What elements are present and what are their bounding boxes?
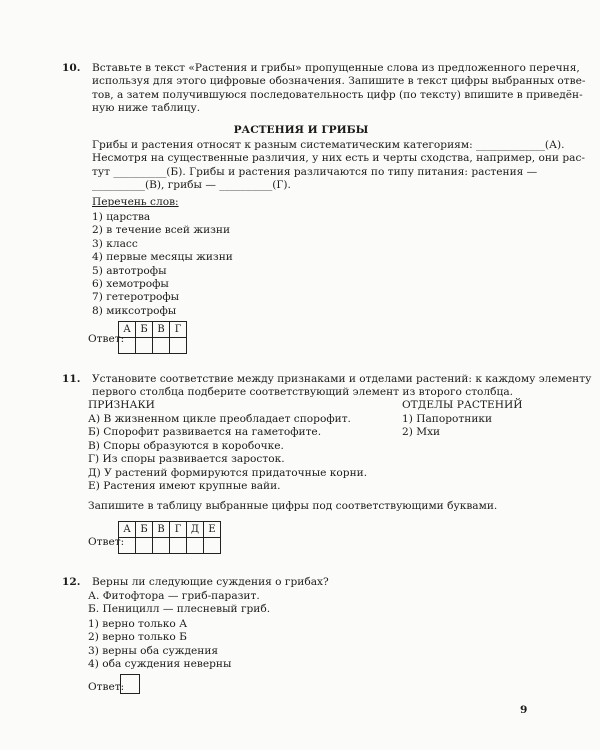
table-header-cell: В (153, 522, 170, 538)
q11-intro (92, 373, 591, 400)
table-header-cell: Е (204, 522, 221, 538)
q10-text-body (92, 139, 585, 193)
list-item: Е) Растения имеют крупные вайи. (88, 480, 281, 493)
page-number: 9 (520, 704, 528, 716)
q11-col1-header: ПРИЗНАКИ (88, 399, 155, 411)
list-item: 4) первые месяцы жизни (92, 251, 233, 264)
q10-text-line: тут __________(Б). Грибы и растения различаются по типу питания: растения — (92, 165, 538, 178)
q10-intro-line: Вставьте в текст «Растения и грибы» пропущенные слова из предложенного перечня, (92, 62, 580, 74)
list-item: Б. Пеницилл — плесневый гриб. (88, 603, 271, 616)
list-item: А) В жизненном цикле преобладает спорофит. (88, 413, 351, 425)
q10-intro (92, 62, 585, 116)
q10-intro-line: ную ниже таблицу. (92, 102, 201, 115)
q10-intro-line: используя для этого цифровые обозначения. Запишите в текст цифры выбранных отве- (92, 75, 586, 88)
q11-instruction: Запишите в таблицу выбранные цифры под соответствующими буквами. (88, 500, 498, 512)
list-item: Б) Спорофит развивается на гаметофите. (88, 426, 322, 439)
list-item: 8) миксотрофы (92, 304, 177, 317)
list-item: 3) верны оба суждения (88, 644, 219, 657)
q11-divisions (402, 413, 492, 440)
list-item: Г) Из споры развивается заросток. (88, 453, 285, 466)
q10-answer-label: Ответ: (88, 333, 125, 345)
answer-cell[interactable] (204, 538, 221, 554)
q11-intro-line: первого столбца подберите соответствующий элемент из второго столбца. (92, 386, 514, 399)
list-item: 5) автотрофы (92, 264, 167, 277)
q11-signs (88, 413, 367, 493)
q11-answer-table (118, 521, 221, 554)
answer-cell[interactable] (187, 538, 204, 554)
list-item: 2) Мхи (402, 426, 441, 439)
list-item: 1) верно только А (88, 618, 188, 630)
answer-cell[interactable] (136, 338, 153, 354)
answer-cell[interactable] (136, 538, 153, 554)
q10-text-line: Грибы и растения относят к разным систематическим категориям: _____________(А). (92, 139, 565, 151)
q10-text-line: __________(В), грибы — __________(Г). (92, 179, 291, 192)
list-item: 7) гетеротрофы (92, 291, 180, 304)
list-item: 3) класс (92, 237, 138, 250)
q11-intro-line: Установите соответствие между признаками и отделами растений: к каждому элементу (92, 373, 592, 385)
q10-intro-line: тов, а затем получившуюся последовательность цифр (по тексту) впишите в приведён- (92, 88, 583, 101)
q10-answer-table (118, 321, 187, 354)
q12-question: Верны ли следующие суждения о грибах? (92, 576, 329, 588)
list-item: 1) царства (92, 211, 151, 223)
table-header-cell: Г (170, 322, 187, 338)
q12-answer-label: Ответ: (88, 681, 125, 693)
q10-text-title: РАСТЕНИЯ И ГРИБЫ (233, 124, 369, 136)
q12-answer-box[interactable] (120, 674, 140, 694)
q12-statements (88, 590, 270, 617)
table-header-cell: Б (136, 522, 153, 538)
q10-list-title: Перечень слов: (92, 196, 179, 208)
answer-cell[interactable] (119, 538, 136, 554)
table-header-cell: Г (170, 522, 187, 538)
table-header-cell: Д (187, 522, 204, 538)
list-item: 2) в течение всей жизни (92, 224, 231, 237)
q12-number: 12. (62, 576, 81, 588)
q10-number: 10. (62, 62, 81, 74)
list-item: А. Фитофтора — гриб-паразит. (88, 590, 260, 602)
q10-text-line: Несмотря на существенные различия, у них есть и черты сходства, например, они рас- (92, 152, 585, 165)
q11-col2-header: ОТДЕЛЫ РАСТЕНИЙ (402, 399, 523, 411)
q11-number: 11. (62, 373, 81, 385)
list-item: 2) верно только Б (88, 631, 187, 644)
answer-cell[interactable] (170, 338, 187, 354)
list-item: 1) Папоротники (402, 413, 493, 425)
table-header-cell: А (119, 322, 136, 338)
table-header-cell: А (119, 522, 136, 538)
table-header-cell: Б (136, 322, 153, 338)
list-item: В) Споры образуются в коробочке. (88, 439, 284, 452)
list-item: 4) оба суждения неверны (88, 658, 232, 671)
answer-cell[interactable] (170, 538, 187, 554)
answer-cell[interactable] (153, 538, 170, 554)
answer-cell[interactable] (119, 338, 136, 354)
list-item: 6) хемотрофы (92, 278, 169, 291)
q10-word-list (92, 211, 233, 318)
list-item: Д) У растений формируются придаточные корни. (88, 466, 368, 479)
q12-options (88, 618, 231, 672)
q11-answer-label: Ответ: (88, 536, 125, 548)
table-header-cell: В (153, 322, 170, 338)
answer-cell[interactable] (153, 338, 170, 354)
